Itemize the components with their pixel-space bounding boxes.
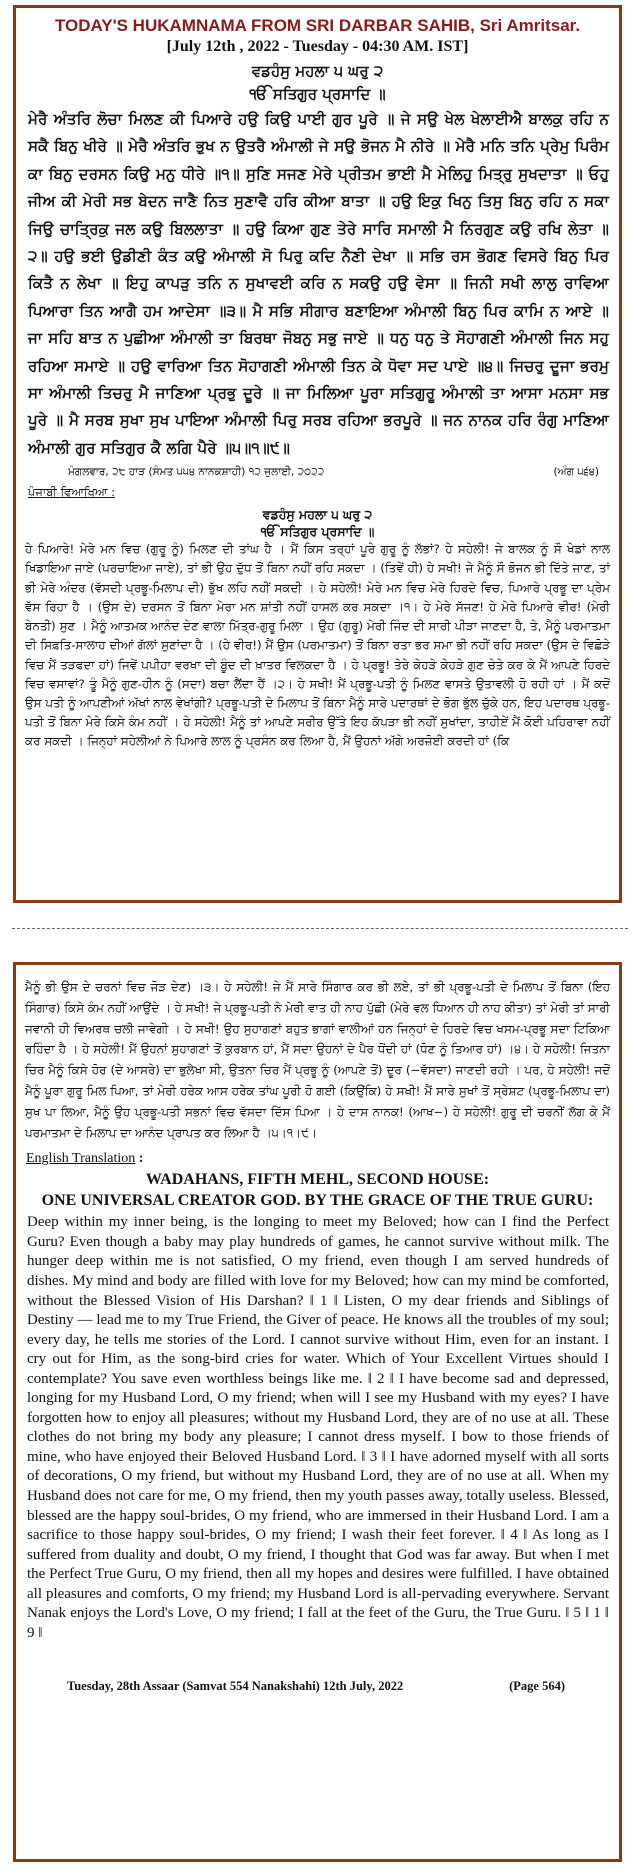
english-label-text: English Translation	[26, 1151, 136, 1167]
punjabi-explanation-part2: ਮੈਨੂੰ ਭੀ ਉਸ ਦੇ ਚਰਨਾਂ ਵਿਚ ਜੋੜ ਦੇਣ) ।੩। ਹੇ ਸਹੇਲੀ! ਜੇ ਮੈਂ ਸਾਰੇ ਸਿੰਗਾਰ ਕਰ ਭੀ ਲਏ, ਤਾਂ ਭੀ ਪ੍ਰਭੂ-ਪਤੀ ਦੇ ਮਿਲਾਪ ਤੋਂ ਬਿਨਾ (ਇਹ ਸਿੰਗਾਰ) ਕਿਸੇ ਕੰਮ ਨਹੀਂ ਆਉਂਦੇ । ਹੇ ਸਖੀ! ਜੇ ਪ੍ਰਭੂ-ਪਤੀ ਨੇ ਮੇਰੀ ਵਾਤ ਹੀ ਨਾਹ ਪੁੱਛੀ (ਮੇਰੇ ਵਲ ਧਿਆਨ ਹੀ ਨਾਹ ਕੀਤਾ) ਤਾਂ ਮੇਰੀ ਤਾਂ ਸਾਰੀ ਜਵਾਨੀ ਹੀ ਵਿਅਰਥ ਚਲੀ ਜਾਵੇਗੀ । ਹੇ ਸਖੀ! ਉਹ ਸੁਹਾਗਣਾਂ ਬਹੁਤ ਭਾਗਾਂ ਵਾਲੀਆਂ ਹਨ ਜਿਨ੍ਹਾਂ ਦੇ ਹਿਰਦੇ ਵਿਚ ਖਸਮ-ਪ੍ਰਭੂ ਸਦਾ ਟਿਕਿਆ ਰਹਿੰਦਾ ਹੈ । ਹੇ ਸਹੇਲੀ! ਮੈਂ ਉਹਨਾਂ ਸੁਹਾਗਣਾਂ ਤੋਂ ਕੁਰਬਾਨ ਹਾਂ, ਮੈਂ ਸਦਾ ਉਹਨਾਂ ਦੇ ਪੈਰ ਧੋਂਦੀ ਹਾਂ (ਧੋਣ ਨੂੰ ਤਿਆਰ ਹਾਂ) ।੪। ਹੇ ਸਹੇਲੀ! ਜਿਤਨਾ ਚਿਰ ਮੈਨੂੰ ਕਿਸੇ ਹੋਰ (ਦੇ ਆਸਰੇ) ਦਾ ਭੁਲੇਖਾ ਸੀ, ਉਤਨਾ ਚਿਰ ਮੈਂ ਪ੍ਰਭੂ ਨੂੰ (ਆਪਣੇ ਤੋਂ) ਦੂਰ (−ਵੱਸਦਾ) ਜਾਣਦੀ ਰਹੀ । ਪਰ, ਹੇ ਸਹੇਲੀ! ਜਦੋਂ ਮੈਨੂੰ ਪੂਰਾ ਗੁਰੂ ਮਿਲ ਪਿਆ, ਤਾਂ ਮੇਰੀ ਹਰੇਕ ਆਸ ਹਰੇਕ ਤਾਂਘ ਪੂਰੀ ਹੋ ਗਈ (ਕਿਉਂਕਿ) ਹੇ ਸਖੀ! ਮੈਂ ਸਾਰੇ ਸੁਖਾਂ ਤੋਂ ਸ੍ਰੇਸ਼ਟ (ਪ੍ਰਭੂ-ਮਿਲਾਪ ਦਾ) ਸੁਖ ਪਾ ਲਿਆ, ਮੈਨੂੰ ਉਹ ਪ੍ਰਭੂ-ਪਤੀ ਸਭਨਾਂ ਵਿਚ ਵੱਸਦਾ ਦਿੱਸ ਪਿਆ । ਹੇ ਦਾਸ ਨਾਨਕ! (ਆਖ−) ਹੇ ਸਹੇਲੀ! ਗੁਰੂ ਦੀ ਚਰਨੀਂ ਲੱਗ ਕੇ ਮੈਂ ਪਰਮਾਤਮਾ ਦੇ ਮਿਲਾਪ ਦਾ ਆਨੰਦ ਪ੍ਰਾਪਤ ਕਰ ਲਿਆ ਹੈ ।੫।੧।੯।	[25, 980, 610, 1140]
page-divider	[12, 928, 628, 929]
punjabi-date: ਮੰਗਲਵਾਰ, ੨੮ ਹਾੜ (ਸੰਮਤ ੫੫੪ ਨਾਨਕਸ਼ਾਹੀ) ੧੨ ਜੁਲਾਈ, ੨੦੨੨	[68, 466, 325, 479]
gurbani-text: ਮੇਰੈ ਅੰਤਰਿ ਲੋਚਾ ਮਿਲਣ ਕੀ ਪਿਆਰੇ ਹਉ ਕਿਉ ਪਾਈ ਗੁਰ ਪੂਰੇ ॥ ਜੇ ਸਉ ਖੇਲ ਖੇਲਾਈਐ ਬਾਲਕੁ ਰਹਿ ਨ ਸਕੈ ਬਿਨੁ ਖੀਰੇ ॥ ਮੇਰੈ ਅੰਤਰਿ ਭੁਖ ਨ ਉਤਰੈ ਅੰਮਾਲੀ ਜੇ ਸਉ ਭੋਜਨ ਮੈ ਨੀਰੇ ॥ ਮੇਰੈ ਮਨਿ ਤਨਿ ਪ੍ਰੇਮੁ ਪਿਰੰਮ ਕਾ ਬਿਨੁ ਦਰਸਨ ਕਿਉ ਮਨੁ ਧੀਰੇ ॥੧॥ ਸੁਣਿ ਸਜਣ ਮੇਰੇ ਪ੍ਰੀਤਮ ਭਾਈ ਮੈ ਮੇਲਿਹੁ ਮਿਤ੍ਰੁ ਸੁਖਦਾਤਾ ॥ ਓਹੁ ਜੀਅ ਕੀ ਮੇਰੀ ਸਭ ਬੇਦਨ ਜਾਣੈ ਨਿਤ ਸੁਣਾਵੈ ਹਰਿ ਕੀਆ ਬਾਤਾ ॥ ਹਉ ਇਕੁ ਖਿਨੁ ਤਿਸੁ ਬਿਨੁ ਰਹਿ ਨ ਸਕਾ ਜਿਉ ਚਾਤ੍ਰਿਕੁ ਜਲ ਕਉ ਬਿਲਲਾਤਾ ॥ ਹਉ ਕਿਆ ਗੁਣ ਤੇਰੇ ਸਾਰਿ ਸਮਾਲੀ ਮੈ ਨਿਰਗੁਣ ਕਉ ਰਖਿ ਲੇਤਾ ॥੨॥ ਹਉ ਭਈ ਉਡੀਣੀ ਕੰਤ ਕਉ ਅੰਮਾਲੀ ਸੋ ਪਿਰੁ ਕਦਿ ਨੈਣੀ ਦੇਖਾ ॥ ਸਭਿ ਰਸ ਭੋਗਣ ਵਿਸਰੇ ਬਿਨੁ ਪਿਰ ਕਿਤੈ ਨ ਲੇਖਾ ॥ ਇਹੁ ਕਾਪੜੁ ਤਨਿ ਨ ਸੁਖਾਵਈ ਕਰਿ ਨ ਸਕਉ ਹਉ ਵੇਸਾ ॥ ਜਿਨੀ ਸਖੀ ਲਾਲੁ ਰਾਵਿਆ ਪਿਆਰਾ ਤਿਨ ਆਗੈ ਹਮ ਆਦੇਸਾ ॥੩॥ ਮੈ ਸਭਿ ਸੀਗਾਰ ਬਣਾਇਆ ਅੰਮਾਲੀ ਬਿਨੁ ਪਿਰ ਕਾਮਿ ਨ ਆਏ ॥ ਜਾ ਸਹਿ ਬਾਤ ਨ ਪੁਛੀਆ ਅੰਮਾਲੀ ਤਾ ਬਿਰਥਾ ਜੋਬਨੁ ਸਭੁ ਜਾਏ ॥ ਧਨੁ ਧਨੁ ਤੇ ਸੋਹਾਗਣੀ ਅੰਮਾਲੀ ਜਿਨ ਸਹੁ ਰਹਿਆ ਸਮਾਏ ॥ ਹਉ ਵਾਰਿਆ ਤਿਨ ਸੋਹਾਗਣੀ ਅੰਮਾਲੀ ਤਿਨ ਕੇ ਧੋਵਾ ਸਦ ਪਾਏ ॥੪॥ ਜਿਚਰੁ ਦੂਜਾ ਭਰਮੁ ਸਾ ਅੰਮਾਲੀ ਤਿਚਰੁ ਮੈ ਜਾਣਿਆ ਪ੍ਰਭੁ ਦੂਰੇ ॥ ਜਾ ਮਿਲਿਆ ਪੂਰਾ ਸਤਿਗੁਰੂ ਅੰਮਾਲੀ ਤਾ ਆਸਾ ਮਨਸਾ ਸਭ ਪੂਰੇ ॥ ਮੈ ਸਰਬ ਸੁਖਾ ਸੁਖ ਪਾਇਆ ਅੰਮਾਲੀ ਪਿਰੁ ਸਰਬ ਰਹਿਆ ਭਰਪੂਰੇ ॥ ਜਨ ਨਾਨਕ ਹਰਿ ਰੰਗੁ ਮਾਣਿਆ ਅੰਮਾਲੀ ਗੁਰ ਸਤਿਗੁਰ ਕੈ ਲਗਿ ਪੈਰੇ ॥੫॥੧॥੯॥	[28, 110, 609, 457]
footer-page: (Page 564)	[509, 1679, 565, 1694]
english-translation: Deep within my inner being, is the longing to meet my Beloved; how can I find the Perfect Guru? Even though a baby may play hundreds of games, he cannot survive without milk. The hunger deep within me is not satisfied, O my friend, even though I am served hundreds of dishes. My mind and body are filled with love for my Beloved; how can my mind be comforted, without the Blessed Vision of His Darshan? ‖ 1 ‖ Listen, O my dear friends and Siblings of Destiny — lead me to my True Friend, the Giver of peace. He knows all the troubles of my soul; every day, he tells me stories of the Lord. I cannot survive without Him, even for an instant. I cry out for Him, as the song-bird cries for water. Which of Your Excellent Virtues should I contemplate? You save even worthless beings like me. ‖ 2 ‖ I have become sad and depressed, longing for my Husband Lord, O my friend; when will I see my Husband with my eyes? I have forgotten how to enjoy all pleasures; without my Husband Lord, they are of no use at all. These clothes do not bring my body any pleasure; I cannot dress myself. I bow to those friends of mine, who have enjoyed their Beloved Husband Lord. ‖ 3 ‖ I have adorned myself with all sorts of decorations, O my friend, but without my Husband Lord, they are of no use at all. When my Husband does not care for me, O my friend, then my youth passes away, totally useless. Blessed, blessed are the happy soul-brides, O my friend, who are immersed in their Husband Lord. I am a sacrifice to those happy soul-brides, O my friend; I wash their feet forever. ‖ 4 ‖ As long as I suffered from duality and doubt, O my friend, I thought that God was far away. But when I met the Perfect True Guru, O my friend, then all my hopes and desires were fulfilled. I have obtained all pleasures and comforts, O my friend; my Husband Lord is all-pervading everywhere. Servant Nanak enjoys the Lord's Love, O my friend; I fall at the feet of the Guru, the True Guru. ‖ 5 ‖ 1 ‖ 9 ‖	[27, 1214, 609, 1641]
hukamnama-panel-top	[13, 5, 622, 903]
gurbani-meta	[68, 466, 599, 479]
footer-date: Tuesday, 28th Assaar (Samvat 554 Nanakshahi) 12th July, 2022	[67, 1679, 404, 1694]
english-heading-1: WADAHANS, FIFTH MEHL, SECOND HOUSE:	[145, 1171, 490, 1189]
english-label-colon: :	[138, 1151, 144, 1167]
ang-number: (ਅੰਗ ੫੬੪)	[553, 466, 599, 479]
footer	[67, 1679, 565, 1694]
punjabi-raag: ਵਡਹੰਸੁ ਮਹਲਾ ੫ ਘਰੁ ੨	[262, 507, 373, 523]
punjabi-section-label: ਪੰਜਾਬੀ ਵਿਆਖਿਆ :	[28, 485, 115, 500]
punjabi-explanation-part1: ਹੇ ਪਿਆਰੇ! ਮੇਰੇ ਮਨ ਵਿਚ (ਗੁਰੂ ਨੂੰ) ਮਿਲਣ ਦੀ ਤਾਂਘ ਹੈ । ਮੈਂ ਕਿਸ ਤਰ੍ਹਾਂ ਪੂਰੇ ਗੁਰੂ ਨੂੰ ਲੱਭਾਂ? ਹੇ ਸਹੇਲੀ! ਜੇ ਬਾਲਕ ਨੂੰ ਸੌ ਖੇਡਾਂ ਨਾਲ ਖਿਡਾਇਆ ਜਾਏ (ਪਰਚਾਇਆ ਜਾਏ), ਤਾਂ ਭੀ ਉਹ ਦੁੱਧ ਤੋਂ ਬਿਨਾ ਨਹੀਂ ਰਹਿ ਸਕਦਾ । (ਤਿਵੇਂ ਹੀ) ਹੇ ਸਖੀ! ਜੇ ਮੈਨੂੰ ਸੌ ਭੋਜਨ ਭੀ ਦਿੱਤੇ ਜਾਣ, ਤਾਂ ਭੀ ਮੇਰੇ ਅੰਦਰ (ਵੱਸਦੀ ਪ੍ਰਭੂ-ਮਿਲਾਪ ਦੀ) ਭੁੱਖ ਲਹਿ ਨਹੀਂ ਸਕਦੀ । ਹੇ ਸਹੇਲੀ! ਮੇਰੇ ਮਨ ਵਿਚ ਮੇਰੇ ਹਿਰਦੇ ਵਿਚ, ਪਿਆਰੇ ਪ੍ਰਭੂ ਦਾ ਪ੍ਰੇਮ ਵੱਸ ਰਿਹਾ ਹੈ । (ਉਸ ਦੇ) ਦਰਸਨ ਤੋਂ ਬਿਨਾ ਮੇਰਾ ਮਨ ਸ਼ਾਂਤੀ ਨਹੀਂ ਹਾਸਲ ਕਰ ਸਕਦਾ ।੧। ਹੇ ਮੇਰੇ ਸੱਜਣ! ਹੇ ਮੇਰੇ ਪਿਆਰੇ ਵੀਰ! (ਮੇਰੀ ਬੇਨਤੀ) ਸੁਣ । ਮੈਨੂੰ ਆਤਮਕ ਆਨੰਦ ਦੇਣ ਵਾਲਾ ਮਿੱਤ੍ਰ-ਗੁਰੂ ਮਿਲਾ । ਉਹ (ਗੁਰੂ) ਮੇਰੀ ਜਿੰਦ ਦੀ ਸਾਰੀ ਪੀੜਾ ਜਾਣਦਾ ਹੈ, ਤੇ, ਮੈਨੂੰ ਪਰਮਾਤਮਾ ਦੀ ਸਿਫ਼ਤਿ-ਸਾਲਾਹ ਦੀਆਂ ਗੱਲਾਂ ਸੁਣਾਂਦਾ ਹੈ । (ਹੇ ਵੀਰ!) ਮੈਂ ਉਸ (ਪਰਮਾਤਮਾ) ਤੋਂ ਬਿਨਾ ਰਤਾ ਭਰ ਸਮਾ ਭੀ ਨਹੀਂ ਰਹਿ ਸਕਦਾ (ਉਸ ਦੇ ਵਿਛੋੜੇ ਵਿਚ ਮੈਂ ਤੜਫਦਾ ਹਾਂ) ਜਿਵੇਂ ਪਪੀਹਾ ਵਰਖਾ ਦੀ ਬੂੰਦ ਦੀ ਖ਼ਾਤਰ ਵਿਲਕਦਾ ਹੈ । ਹੇ ਪ੍ਰਭੂ! ਤੇਰੇ ਕੇਹੜੇ ਕੇਹੜੇ ਗੁਣ ਚੇਤੇ ਕਰ ਕੇ ਮੈਂ ਆਪਣੇ ਹਿਰਦੇ ਵਿਚ ਵਸਾਵਾਂ? ਤੂੰ ਮੈਨੂੰ ਗੁਣ-ਹੀਨ ਨੂੰ (ਸਦਾ) ਬਚਾ ਲੈਂਦਾ ਹੈਂ ।੨। ਹੇ ਸਖੀ! ਮੈਂ ਪ੍ਰਭੂ-ਪਤੀ ਨੂੰ ਮਿਲਣ ਵਾਸਤੇ ਉਤਾਵਲੀ ਹੋ ਰਹੀ ਹਾਂ । ਮੈਂ ਕਦੋਂ ਉਸ ਪਤੀ ਨੂੰ ਆਪਣੀਆਂ ਅੱਖਾਂ ਨਾਲ ਵੇਖਾਂਗੀ? ਪ੍ਰਭੂ-ਪਤੀ ਦੇ ਮਿਲਾਪ ਤੋਂ ਬਿਨਾ ਮੈਨੂੰ ਸਾਰੇ ਪਦਾਰਥਾਂ ਦੇ ਭੋਗ ਭੁੱਲ ਚੁੱਕੇ ਹਨ, ਇਹ ਪਦਾਰਥ ਪ੍ਰਭੂ-ਪਤੀ ਤੋਂ ਬਿਨਾ ਮੇਰੇ ਕਿਸੇ ਕੰਮ ਨਹੀਂ । ਹੇ ਸਹੇਲੀ! ਮੈਨੂੰ ਤਾਂ ਆਪਣੇ ਸਰੀਰ ਉੱਤੇ ਇਹ ਕੱਪੜਾ ਭੀ ਨਹੀਂ ਸੁਖਾਂਦਾ, ਤਾਹੀਏਂ ਮੈਂ ਕੋਈ ਪਹਿਰਾਵਾ ਨਹੀਂ ਕਰ ਸਕਦੀ । ਜਿਨ੍ਹਾਂ ਸਹੇਲੀਆਂ ਨੇ ਪਿਆਰੇ ਲਾਲ ਨੂੰ ਪ੍ਰਸੰਨ ਕਰ ਲਿਆ ਹੈ, ਮੈਂ ਉਹਨਾਂ ਅੱਗੇ ਅਰਜ਼ੋਈ ਕਰਦੀ ਹਾਂ (ਕਿ	[25, 542, 610, 749]
english-section-label	[26, 1151, 619, 1167]
hukamnama-panel-bottom	[13, 962, 622, 1862]
gurbani-raag: ਵਡਹੰਸੁ ਮਹਲਾ ੫ ਘਰੁ ੨	[251, 62, 384, 80]
header-date: [July 12th , 2022 - Tuesday - 04:30 AM. IST]	[166, 38, 469, 55]
page-title: TODAY'S HUKAMNAMA FROM SRI DARBAR SAHIB, Sri Amritsar.	[54, 16, 581, 35]
punjabi-mool-mantar: ੴ ਸਤਿਗੁਰ ਪ੍ਰਸਾਦਿ ॥	[260, 524, 375, 540]
english-heading-2: ONE UNIVERSAL CREATOR GOD. BY THE GRACE OF THE TRUE GURU:	[41, 1192, 594, 1210]
gurbani-mool-mantar: ੴ ਸਤਿਗੁਰ ਪ੍ਰਸਾਦਿ ॥	[249, 85, 386, 103]
